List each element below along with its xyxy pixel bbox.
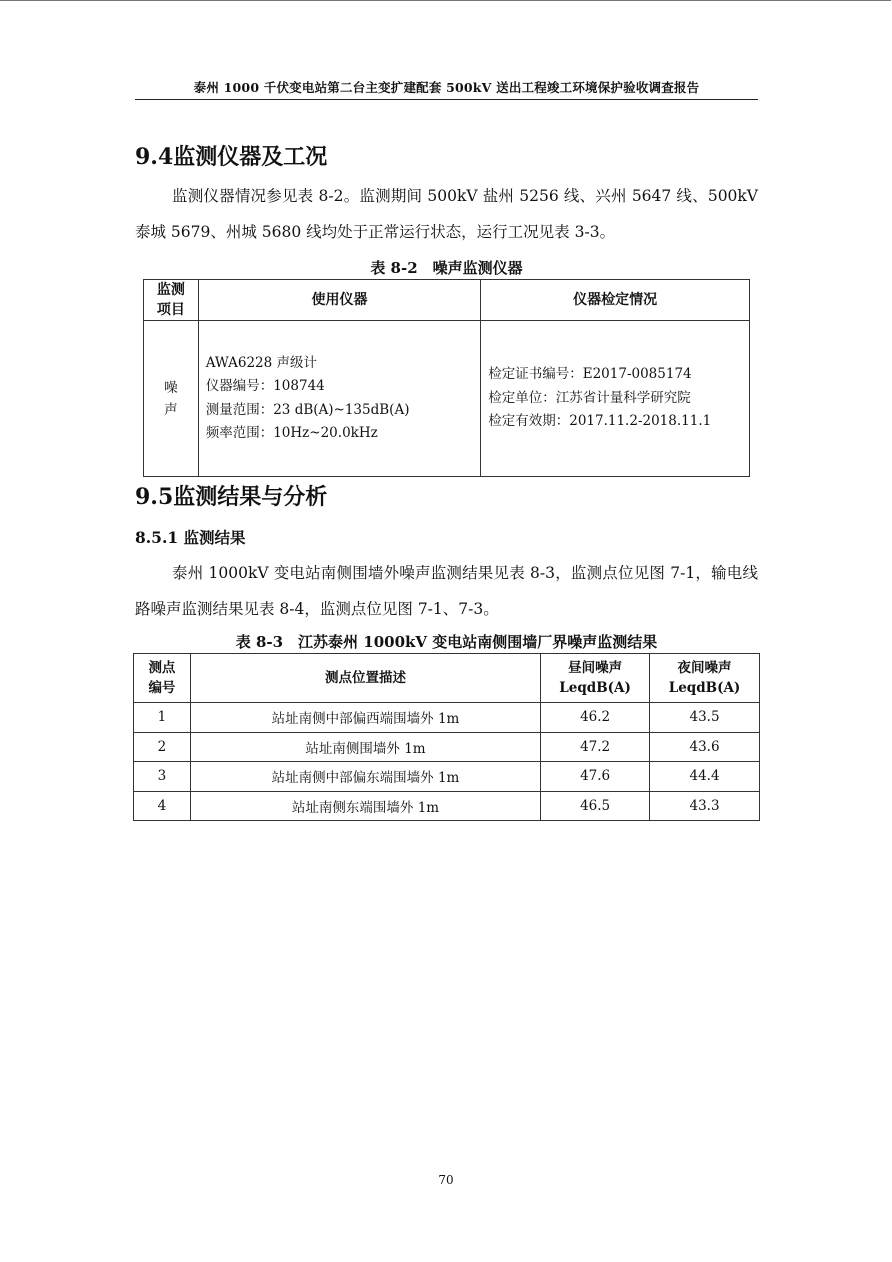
table-8-2-caption: 表 8-2 噪声监测仪器 [370,259,523,277]
header-item-line2: 项目 [156,302,185,318]
header-day-line2: LeqdB(A) [559,680,631,696]
cell-location: 站址南侧围墙外 1m [190,732,540,762]
section-9-5-paragraph: 泰州 1000kV 变电站南侧围墙外噪声监测结果见表 8-3，监测点位见图 7-1，输电线路噪声监测结果见表 8-4，监测点位见图 7-1、7-3。 [135,564,758,618]
header-point-no-line1: 测点 [148,660,176,676]
table-8-2 [143,279,750,477]
cell-point-no: 3 [134,762,191,792]
cell-location: 站址南侧东端围墙外 1m [190,791,540,821]
instrument-model: AWA6228 声级计 [205,354,318,371]
cell-point-no: 4 [134,791,191,821]
header-cell-location: 测点位置描述 [190,654,540,703]
cell-location: 站址南侧中部偏东端围墙外 1m [190,762,540,792]
table-8-3 [133,653,760,821]
header-cell-calibration: 仪器检定情况 [481,280,750,321]
table-row [134,703,760,733]
cell-item-noise [144,321,199,477]
header-night-line2: LeqdB(A) [668,680,741,696]
table-header-row [144,280,750,321]
running-header: 泰州 1000 千伏变电站第二台主变扩建配套 500kV 送出工程竣工环境保护验收调查报告 [193,80,700,95]
table-row [134,791,760,821]
cell-night-noise: 43.3 [650,791,760,821]
calibration-validity: 检定有效期：2017.11.2-2018.11.1 [488,413,712,430]
cell-location: 站址南侧中部偏西端围墙外 1m [190,703,540,733]
table-8-3-caption: 表 8-3 江苏泰州 1000kV 变电站南侧围墙厂界噪声监测结果 [235,633,658,651]
header-cell-day-noise [541,654,650,703]
instrument-measure-range: 测量范围：23 dB(A)~135dB(A) [205,401,410,418]
page-number: 70 [438,1173,454,1187]
cell-night-noise: 44.4 [650,762,760,792]
section-heading-9-4: 9.4监测仪器及工况 [135,144,328,170]
cell-day-noise: 46.5 [541,791,650,821]
header-cell-item [144,280,199,321]
cell-night-noise: 43.5 [650,703,760,733]
header-day-line1: 昼间噪声 [568,660,623,676]
table-header-row [134,654,760,703]
header-night-line1: 夜间噪声 [677,660,732,676]
table-row [144,321,750,477]
cell-point-no: 1 [134,703,191,733]
header-rule [135,99,758,100]
instrument-serial: 仪器编号：108744 [205,378,325,394]
cell-instrument [198,321,481,477]
cell-day-noise: 46.2 [541,703,650,733]
section-heading-9-5: 9.5监测结果与分析 [135,484,328,510]
item-noise-char1: 噪 [164,379,178,396]
header-cell-instrument: 使用仪器 [198,280,481,321]
header-item-line1: 监测 [156,282,185,298]
subsection-heading-8-5-1: 8.5.1 监测结果 [135,528,246,547]
cell-night-noise: 43.6 [650,732,760,762]
instrument-frequency-range: 频率范围：10Hz~20.0kHz [205,425,378,441]
header-cell-night-noise [650,654,760,703]
header-point-no-line2: 编号 [148,680,176,696]
header-cell-point-no [134,654,191,703]
table-row [134,762,760,792]
calibration-unit: 检定单位：江苏省计量科学研究院 [488,389,691,406]
cell-point-no: 2 [134,732,191,762]
item-noise-char2: 声 [164,401,178,418]
cell-day-noise: 47.2 [541,732,650,762]
cell-day-noise: 47.6 [541,762,650,792]
cell-calibration [481,321,750,477]
page-top-border [0,0,891,1]
table-row [134,732,760,762]
section-9-4-paragraph: 监测仪器情况参见表 8-2。监测期间 500kV 盐州 5256 线、兴州 5647 线、500kV 泰城 5679、州城 5680 线均处于正常运行状态，运行工况见表 3-3。 [135,187,758,241]
calibration-certificate: 检定证书编号：E2017-0085174 [488,366,692,383]
